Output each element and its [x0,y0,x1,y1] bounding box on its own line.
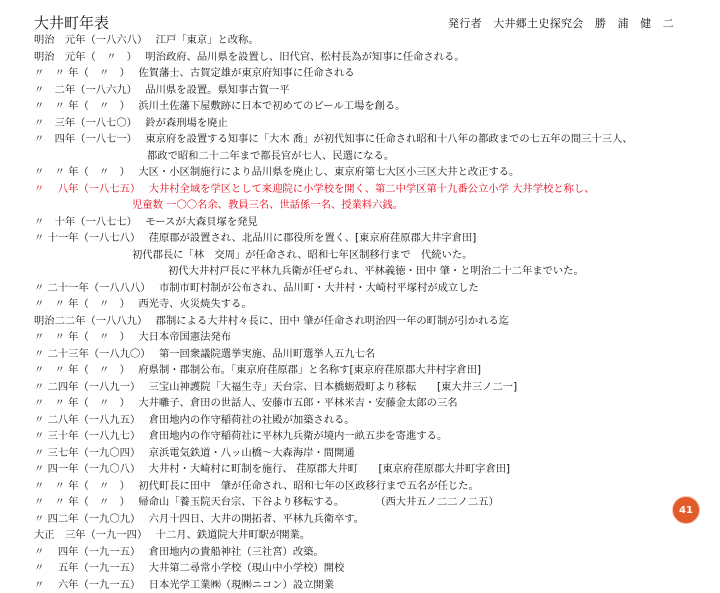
timeline-entry: 〃 〃 年（ 〃 ） 西光寺、火災焼失する。 [34,296,720,313]
timeline-entry: 大正 三年（一九一四） 十二月、鉄道院大井町駅が開業。 [34,527,720,544]
timeline-entry: 〃 二十三年（一八九〇） 第一回衆議院選挙実施、品川町選挙人五九七名 [34,346,720,363]
timeline-list [34,32,720,593]
timeline-entry: 〃 二八年（一八九五） 倉田地内の作守稲荷社の社殿が加築される。 [34,412,720,429]
timeline-entry: 〃 〃 年（ 〃 ） 佐賀藩士、古賀定雄が東京府知事に任命される [34,65,720,82]
timeline-entry: 明治 元年（一八六八） 江戸「東京」と改称。 [34,32,720,49]
timeline-entry: 〃 四二年（一九〇九） 六月十四日、大井の開拓者、平林九兵衛卒す。 [34,511,720,528]
timeline-entry: 〃 四一年（一九〇八） 大井村・大崎村に町制を施行、 荏原郡大井町 [東京府荏原郡大井町字倉田] [34,461,720,478]
timeline-entry: 〃 二十一年（一八八八） 市制市町村制が公布され、品川町・大井村・大崎村平塚村が成立した [34,280,720,297]
timeline-entry: 〃 二四年（一八九一） 三宝山神護院「大福生寺」天台宗、日本橋蛎殻町より移転 [東大井三ノ二一] [34,379,720,396]
timeline-entry: 〃 〃 年（ 〃 ） 大日本帝国憲法発布 [34,329,720,346]
timeline-entry: 〃 〃 年（ 〃 ） 浜川土佐藩下屋敷跡に日本で初めてのビール工場を創る。 [34,98,720,115]
timeline-entry: 〃 三年（一八七〇） 鈴が森刑場を廃止 [34,115,720,132]
timeline-entry: 都政で昭和二十二年まで都長官が七人、民選になる。 [34,148,720,165]
timeline-entry: 〃 六年（一九一五） 日本光学工業㈱（現㈱ニコン）設立開業 [34,577,720,593]
timeline-entry: 初代郡長に「林 交周」が任命され、昭和七年区制移行まで 代続いた。 [34,247,720,264]
timeline-entry: 〃 五年（一九一五） 大井第二尋常小学校（現山中小学校）開校 [34,560,720,577]
timeline-entry: 初代大井村戸長に平林九兵衛が任ぜられ、平林義徳・田中 肇・と明治二十二年までいた。 [34,263,720,280]
timeline-entry: 〃 二年（一八六九） 品川県を設置。県知事古賀一平 [34,82,720,99]
timeline-entry: 〃 四年（一九一五） 倉田地内の貴船神社（三社宮）改築。 [34,544,720,561]
timeline-entry: 明治二二年（一八八九） 郡制による大井村々長に、田中 肇が任命され明治四一年の町制が引かれる迄 [34,313,720,330]
timeline-entry: 〃 十一年（一八七八） 荏原郡が設置され、北品川に郡役所を置く、[東京府荏原郡大井字倉田] [34,230,720,247]
timeline-entry: 〃 八年（一八七五） 大井村全域を学区として来迎院に小学校を開く、第二中学区第十九番公立小学 大井学校と称し、 [34,181,720,198]
timeline-entry: 〃 三十年（一八九七） 倉田地内の作守稲荷社に平林九兵衛が境内一畝五歩を寄進する。 [34,428,720,445]
timeline-entry: 〃 四年（一八七一） 東京府を設置する知事に「大木 喬」が初代知事に任命され昭和十八年の都政までの七五年の間三十三人、 [34,131,720,148]
timeline-entry: 〃 〃 年（ 〃 ） 府県制・郡制公布。「東京府荏原郡」と名称す[東京府荏原郡大井村字倉田] [34,362,720,379]
timeline-entry: 〃 三七年（一九〇四） 京浜電気鉄道・八ッ山橋〜大森海岸・間開通 [34,445,720,462]
timeline-entry: 児童数 一〇〇名余、教員三名、世話係一名、授業料六銭。 [34,197,720,214]
timeline-entry: 〃 〃 年（ 〃 ） 初代町長に田中 肇が任命され、昭和七年の区政移行まで五名が任じた。 [34,478,720,495]
timeline-entry: 〃 十年（一八七七） モースが大森貝塚を発見 [34,214,720,231]
timeline-entry: 〃 〃 年（ 〃 ） 帰命山「養玉院天台宗、下谷より移転する。 （西大井五ノ二二ノ二五） [34,494,720,511]
timeline-entry: 明治 元年（ 〃 ） 明治政府、品川県を設置し、旧代官、松村長為が知事に任命される。 [34,49,720,66]
page-number-badge: 41 [672,496,700,524]
page-title: 大井町年表 [34,12,109,33]
timeline-entry: 〃 〃 年（ 〃 ） 大区・小区制施行により品川県を廃止し、東京府第七大区小三区大井と改正する。 [34,164,720,181]
timeline-entry: 〃 〃 年（ 〃 ） 大井囃子、倉田の世話人、安藤市五郎・平林米吉・安藤金太郎の三名 [34,395,720,412]
publisher-credit: 発行者 大井郷土史探究会 勝 浦 健 二 [448,15,674,31]
